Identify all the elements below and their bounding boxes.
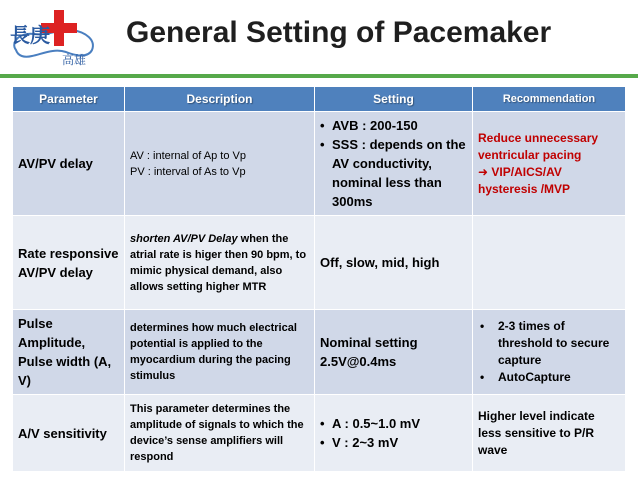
title-divider bbox=[0, 74, 638, 78]
setting-cell bbox=[315, 112, 473, 216]
recommendation-line bbox=[478, 164, 620, 198]
recommendation-cell: Higher level indicate less sensitive to P/R wave bbox=[473, 395, 626, 472]
description-line: PV : interval of As to Vp bbox=[130, 165, 246, 178]
parameter-cell: Rate responsive AV/PV delay bbox=[13, 216, 125, 310]
logo-subtext: 高雄 bbox=[62, 53, 87, 67]
recommendation-line: Reduce unnecessary ventricular pacing bbox=[478, 130, 599, 162]
description-text: when the atrial rate is higer then 90 bpm, to mimic physical demand, also allows setting higher MTR bbox=[130, 232, 307, 293]
recommendation-bullet: • AutoCapture bbox=[478, 369, 620, 386]
table-row bbox=[13, 310, 626, 395]
setting-cell: Off, slow, mid, high bbox=[315, 216, 473, 310]
setting-bullet: • V : 2~3 mV bbox=[320, 433, 467, 452]
recommendation-text: VIP/AICS/AV hysteresis /MVP bbox=[478, 164, 571, 196]
setting-cell bbox=[315, 310, 473, 395]
recommendation-cell bbox=[473, 310, 626, 395]
recommendation-cell bbox=[473, 216, 626, 310]
recommendation-bullet: • 2-3 times of threshold to secure capture bbox=[478, 318, 620, 369]
logo-graphic bbox=[6, 6, 102, 70]
parameter-cell: A/V sensitivity bbox=[13, 395, 125, 472]
settings-table bbox=[12, 86, 626, 472]
page-title: General Setting of Pacemaker bbox=[126, 16, 552, 49]
description-cell: This parameter determines the amplitude of signals to which the device’s sense amplifiers will respond bbox=[125, 395, 315, 472]
setting-line: 2.5V@0.4ms bbox=[320, 354, 397, 369]
description-cell: determines how much electrical potential is applied to the myocardium during the pacing stimulus bbox=[125, 310, 315, 395]
header-description: Description bbox=[125, 87, 315, 112]
setting-cell bbox=[315, 395, 473, 472]
table-row bbox=[13, 216, 626, 310]
header-recommendation: Recommendation bbox=[473, 87, 626, 112]
logo-text: 長庚 bbox=[10, 23, 50, 47]
right-arrow-icon: ➜ bbox=[478, 164, 489, 179]
table-row bbox=[13, 395, 626, 472]
description-cell bbox=[125, 112, 315, 216]
setting-bullet: • SSS : depends on the AV conductivity, nominal less than 300ms bbox=[320, 135, 467, 211]
parameter-cell: Pulse Amplitude, Pulse width (A, V) bbox=[13, 310, 125, 395]
description-emphasis: shorten AV/PV Delay bbox=[130, 232, 238, 245]
setting-bullet: • AVB : 200-150 bbox=[320, 116, 467, 135]
parameter-cell: AV/PV delay bbox=[13, 112, 125, 216]
setting-line: Nominal setting bbox=[320, 335, 418, 350]
header-setting: Setting bbox=[315, 87, 473, 112]
header-parameter: Parameter bbox=[13, 87, 125, 112]
description-line: AV : internal of Ap to Vp bbox=[130, 149, 246, 162]
recommendation-cell bbox=[473, 112, 626, 216]
setting-bullet: • A : 0.5~1.0 mV bbox=[320, 414, 467, 433]
description-cell bbox=[125, 216, 315, 310]
table-row bbox=[13, 112, 626, 216]
hospital-logo bbox=[6, 6, 102, 70]
table-header-row bbox=[13, 87, 626, 112]
